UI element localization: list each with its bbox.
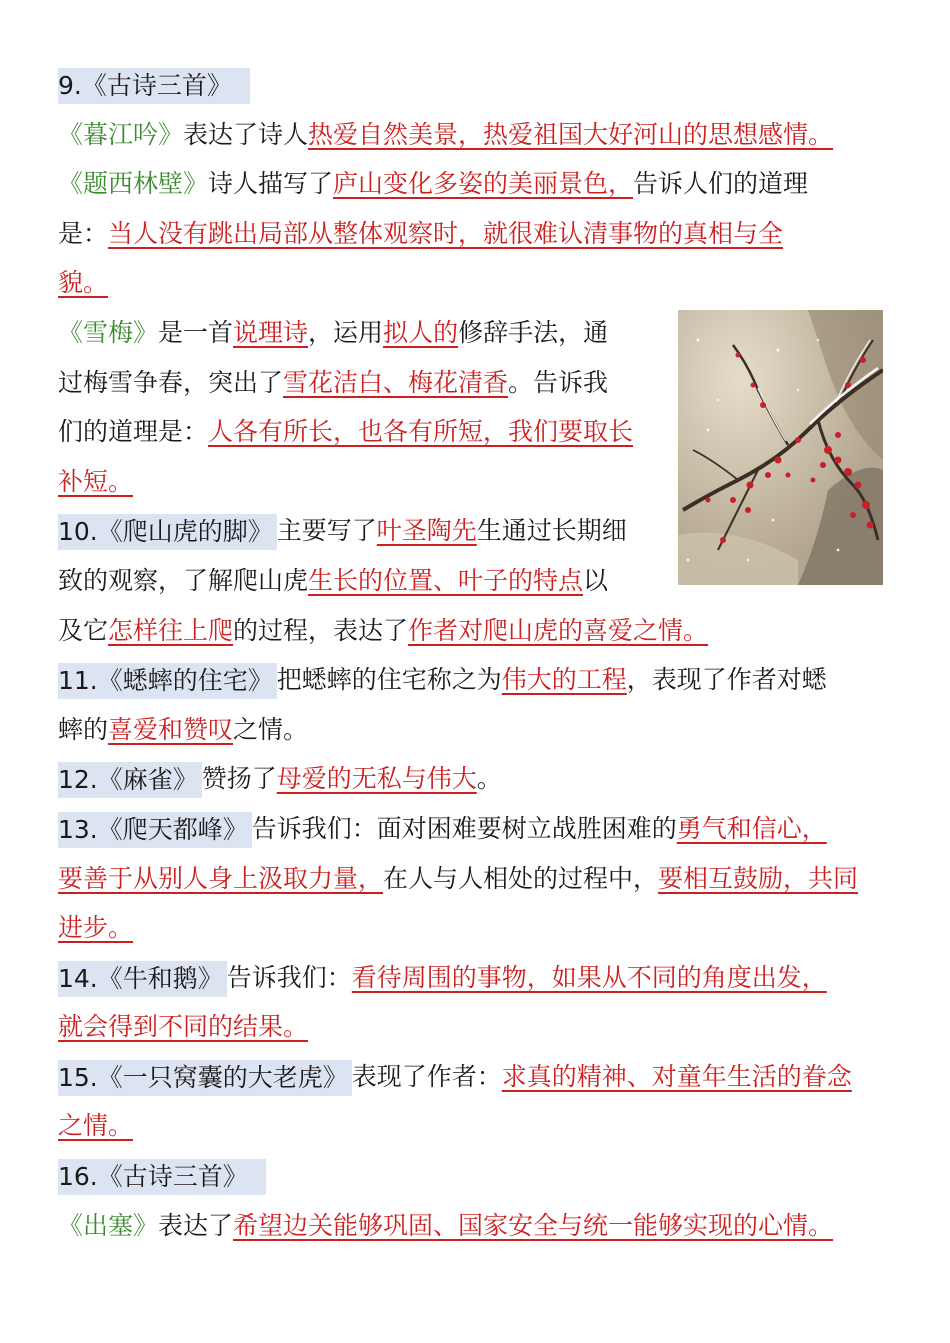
painting-art [678,310,883,585]
section-9-p1-line [58,110,894,160]
section-9-p3-line1 [58,308,662,358]
section-11-line2 [58,705,894,755]
section-9-header: 9.《古诗三首》 [58,68,250,104]
text: 生通过长期细 [476,516,627,546]
text: 主要写了 [276,516,377,546]
section-10-line2 [58,556,662,606]
answer: 当人没有跳出局部从整体观察时，就很难认清事物的真相与全 [108,218,784,248]
text: 告诉我们： [226,962,352,992]
section-13-line3 [58,903,894,953]
text: 过梅雪争春，突出了 [58,367,284,397]
text: 在人与人相处的过程中， [383,863,659,893]
text: 表达了诗人 [183,119,309,149]
section-11-header: 11.《蟋蟀的住宅》 [58,663,277,699]
text: 修辞手法，通 [458,317,609,347]
text: 表达了 [158,1210,234,1240]
text: ，表现了作者对蟋 [626,665,827,695]
answer: 怎样往上爬 [108,615,234,645]
text: ，运用 [308,317,384,347]
text: 及它 [58,615,109,645]
text: 赞扬了 [201,764,277,794]
section-9-p2-line3 [58,258,894,308]
text: 。告诉我 [508,367,609,397]
text: 的过程，表达了 [233,615,409,645]
section-15-header: 15.《一只窝囊的大老虎》 [58,1060,352,1096]
section-14-line1 [58,953,894,1003]
answer: 人各有所长，也各有所短，我们要取长 [208,417,634,447]
section-9-p3-line2 [58,358,662,408]
section-9-p3-line4 [58,457,662,507]
section-13-line2 [58,854,894,904]
section-9-p2-line2 [58,209,894,259]
poem-title-mujiangyin: 《暮江吟》 [58,119,184,149]
text: 们的道理是： [58,417,209,447]
answer: 补短。 [58,466,134,496]
poem-title-xuemei: 《雪梅》 [58,317,159,347]
text: 。 [476,764,502,794]
answer: 生长的位置、叶子的特点 [308,565,584,595]
text: 之情。 [233,714,309,744]
text: 诗人描写了 [208,169,334,199]
answer: 拟人的 [383,317,459,347]
section-13-header: 13.《爬天都峰》 [58,812,252,848]
poem-title-tixilinbi: 《题西林壁》 [58,169,209,199]
text: 表现了作者： [351,1061,502,1091]
section-12-header: 12.《麻雀》 [58,762,202,798]
poem-title-chusai: 《出塞》 [58,1210,159,1240]
section-12-line1 [58,754,894,804]
answer: 说理诗 [233,317,309,347]
section-16-header-line [58,1151,894,1201]
section-9-p2-line1 [58,159,894,209]
answer: 作者对爬山虎的喜爱之情。 [408,615,709,645]
text: 蟀的 [58,714,109,744]
section-15-line2 [58,1101,894,1151]
answer: 求真的精神、对童年生活的眷念 [501,1061,852,1091]
answer: 母爱的无私与伟大 [276,764,477,794]
answer: 要相互鼓励，共同 [658,863,859,893]
answer: 看待周围的事物，如果从不同的角度出发， [351,962,827,992]
answer: 希望边关能够巩固、国家安全与统一能够实现的心情。 [233,1210,834,1240]
section-9-p3-line3 [58,407,662,457]
answer: 要善于从别人身上汲取力量， [58,863,384,893]
answer: 庐山变化多姿的美丽景色， [333,169,634,199]
section-11-line1 [58,655,894,705]
section-10-line3 [58,606,894,656]
document-body [58,60,894,1250]
answer: 勇气和信心， [676,813,827,843]
section-14-header: 14.《牛和鹅》 [58,961,227,997]
text: 致的观察，了解爬山虎 [58,565,309,595]
section-10-line1 [58,506,662,556]
answer: 伟大的工程 [501,665,627,695]
text: 把蟋蟀的住宅称之为 [276,665,502,695]
text: 以 [583,565,609,595]
answer: 叶圣陶先 [376,516,477,546]
answer: 之情。 [58,1111,134,1141]
text: 是一首 [158,317,234,347]
answer: 喜爱和赞叹 [108,714,234,744]
answer: 雪花洁白、梅花清香 [283,367,509,397]
section-9-header-line [58,60,894,110]
answer: 进步。 [58,913,134,943]
section-16-p1-line [58,1201,894,1251]
text: 告诉我们：面对困难要树立战胜困难的 [251,813,677,843]
section-10-header: 10.《爬山虎的脚》 [58,514,277,550]
text: 是： [58,218,109,248]
section-13-line1 [58,804,894,854]
section-14-line2 [58,1002,894,1052]
section-15-line1 [58,1052,894,1102]
section-16-header: 16.《古诗三首》 [58,1159,266,1195]
plum-blossom-snow-painting [678,310,883,585]
text: 告诉人们的道理 [633,169,809,199]
answer: 貌。 [58,268,109,298]
answer: 热爱自然美景，热爱祖国大好河山的思想感情。 [308,119,834,149]
answer: 就会得到不同的结果。 [58,1012,309,1042]
